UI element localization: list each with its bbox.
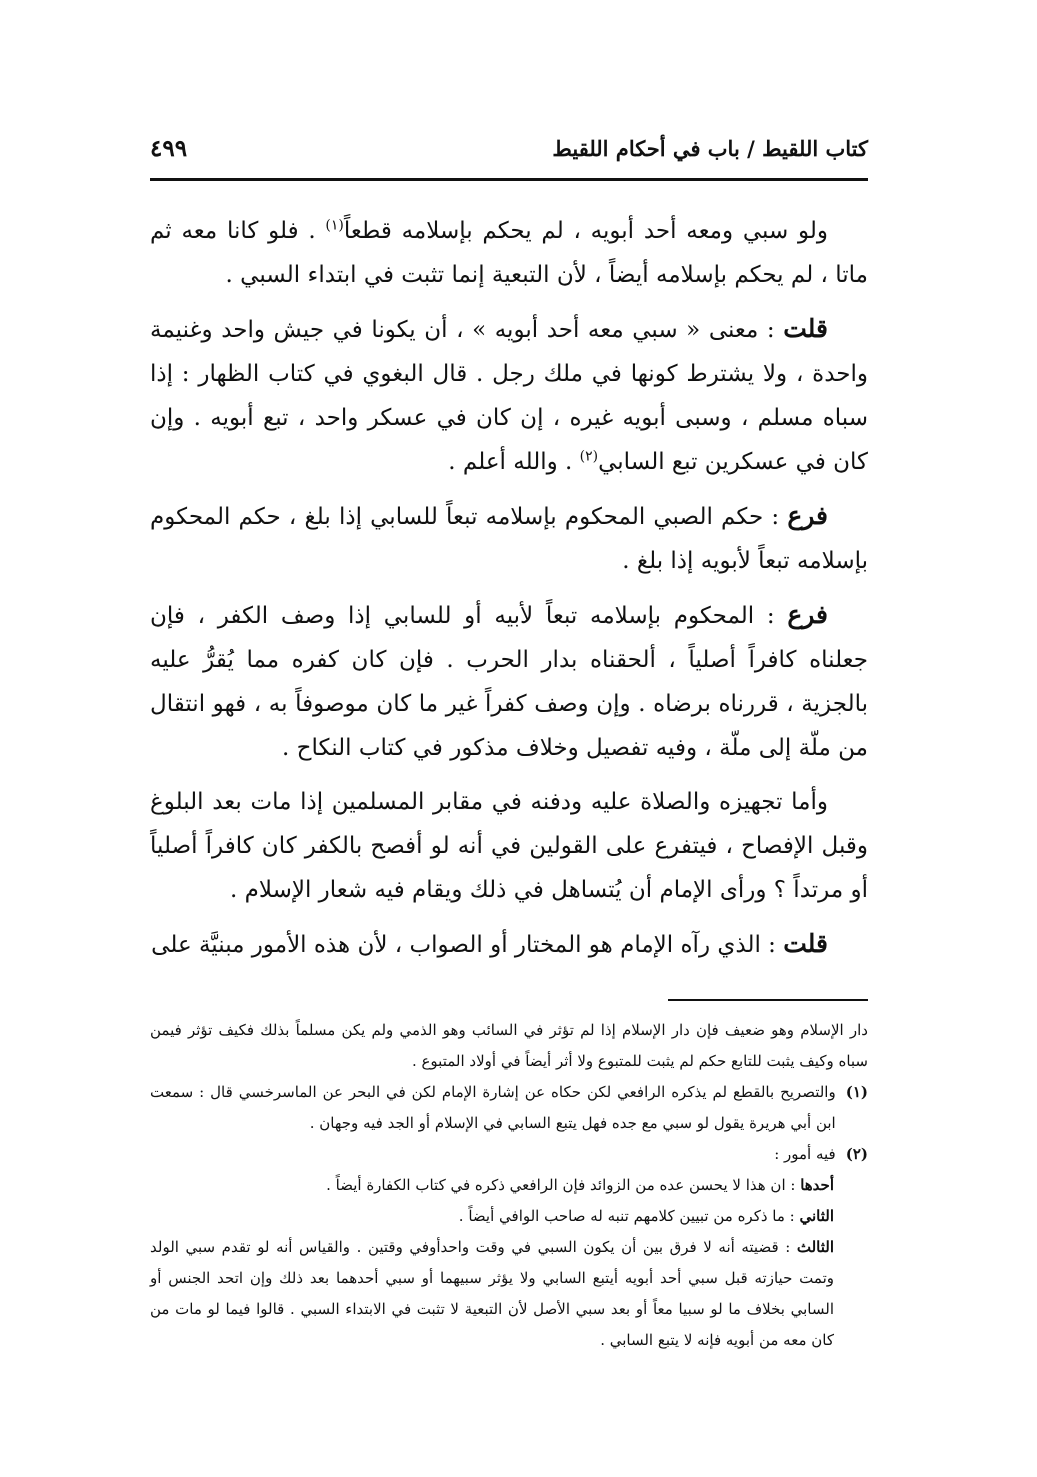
footnote-item-text: : قضيته أنه لا فرق بين أن يكون السبي في وقت واحدأوفي وقتين . والقياس أنه لو تقدم سبي الولد وتمت حيازته قبل سبي أحد أبويه أيتبع السابي ولا يؤثر سبيهما أو سبي أحدهما بعد ذلك وإن اتحد الجنس أو السابي بخلاف ما لو سبيا معاً أو بعد سبي الأصل لأن التبعية لا تثبت في الابتداء السبي . قالوا فيما لو مات من كان معه من أبويه فإنه لا يتبع السابي . — [150, 1238, 834, 1349]
paragraph — [150, 494, 868, 583]
running-header — [150, 130, 868, 168]
footnote-item — [150, 1232, 834, 1356]
lead-word: قلت — [783, 929, 828, 958]
footnote-separator-wrap — [150, 977, 868, 1015]
paragraph-text: : الذي رآه الإمام هو المختار أو الصواب ، لأن هذه الأمور مبنيَّة على — [151, 932, 784, 958]
footnote-item — [150, 1170, 834, 1201]
paragraph — [150, 307, 868, 484]
header-rule — [150, 178, 868, 181]
footnote-ref[interactable]: (٢) — [579, 448, 599, 465]
paragraph-text: وأما تجهيزه والصلاة عليه ودفنه في مقابر المسلمين إذا مات بعد البلوغ وقبل الإفصاح ، فيتفرع على القولين في أنه لو أفصح بالكفر كان كافراً أصلياً أو مرتداً ؟ ورأى الإمام أن يُتساهل في ذلك ويقام فيه شعار الإسلام . — [150, 789, 868, 903]
paragraph-text: ولو سبي ومعه أحد أبويه ، لم يحكم بإسلامه قطعاً — [343, 218, 828, 244]
lead-word: فرع — [787, 501, 828, 530]
paragraph — [150, 593, 868, 770]
footnote-1 — [150, 1077, 868, 1139]
footnote-item-text: : ما ذكره من تبيين كلامهم تنبه له صاحب الوافي أيضاً . — [458, 1207, 800, 1225]
footnote-item-label: الثاني — [799, 1207, 834, 1225]
footnote-item-label: الثالث — [796, 1238, 834, 1256]
footnote-text: فيه أمور : — [774, 1145, 836, 1163]
paragraph-text: : حكم الصبي المحكوم بإسلامه تبعاً للسابي إذا بلغ ، حكم المحكوم بإسلامه تبعاً لأبويه إذا بلغ . — [150, 504, 868, 574]
footnote-ref[interactable]: (١) — [325, 217, 344, 234]
footnotes — [150, 1015, 868, 1356]
header-title: كتاب اللقيط / باب في أحكام اللقيط — [552, 136, 868, 161]
footnote-continuation: دار الإسلام وهو ضعيف فإن دار الإسلام إذا لم تؤثر في السائب وهو الذمي ولم يكن مسلماً بذلك فكيف تؤثر فيمن سباه وكيف يثبت للتابع حكم لم يثبت للمتبوع ولا أثر أيضاً في أولاد المتبوع . — [150, 1021, 868, 1070]
lead-word: قلت — [783, 314, 828, 343]
paragraph — [150, 922, 868, 967]
footnote-item — [150, 1201, 834, 1232]
footnote-2 — [150, 1139, 868, 1170]
footnote-number: (١) — [845, 1083, 868, 1101]
footnote-item-label: أحدها — [800, 1176, 834, 1194]
page-number: ٤٩٩ — [150, 135, 188, 162]
paragraph-text: : معنى « سبي معه أحد أبويه » ، أن يكونا في جيش واحد وغنيمة واحدة ، ولا يشترط كونها في ملك رجل . قال البغوي في كتاب الظهار : إذا سباه مسلم ، وسبى أبويه غيره ، إن كان في عسكر واحد ، تبع أبويه . وإن كان في عسكرين تبع السابي — [150, 317, 868, 475]
paragraph — [150, 780, 868, 912]
footnote-separator — [668, 999, 868, 1001]
footnote-text: والتصريح بالقطع لم يذكره الرافعي لكن حكاه عن إشارة الإمام لكن في البحر عن الماسرخسي قال : سمعت ابن أبي هريرة يقول لو سبي مع جده فهل يتبع السابي في الإسلام أو الجد فيه وجهان . — [150, 1083, 836, 1132]
paragraph — [150, 209, 868, 297]
paragraph-text: . فلو كانا معه ثم ماتا ، لم يحكم بإسلامه أيضاً ، لأن التبعية إنما تثبت في ابتداء السبي . — [150, 218, 868, 288]
lead-word: فرع — [787, 600, 828, 629]
footnote-2-items — [150, 1170, 868, 1356]
footnote-number: (٢) — [845, 1145, 868, 1163]
paragraph-text: : المحكوم بإسلامه تبعاً لأبيه أو للسابي إذا وصف الكفر ، فإن جعلناه كافراً أصلياً ، ألحقناه بدار الحرب . فإن كان كفره مما يُقرُّ عليه بالجزية ، قررناه برضاه . وإن وصف كفراً غير ما كان موصوفاً به ، فهو انتقال من ملّة إلى ملّة ، وفيه تفصيل وخلاف مذكور في كتاب النكاح . — [150, 603, 868, 761]
paragraph-text: . والله أعلم . — [448, 449, 580, 475]
footnote-item-text: : ان هذا لا يحسن عده من الزوائد فإن الرافعي ذكره في كتاب الكفارة أيضاً . — [326, 1176, 801, 1194]
main-text — [150, 209, 868, 967]
book-page — [150, 130, 868, 1356]
